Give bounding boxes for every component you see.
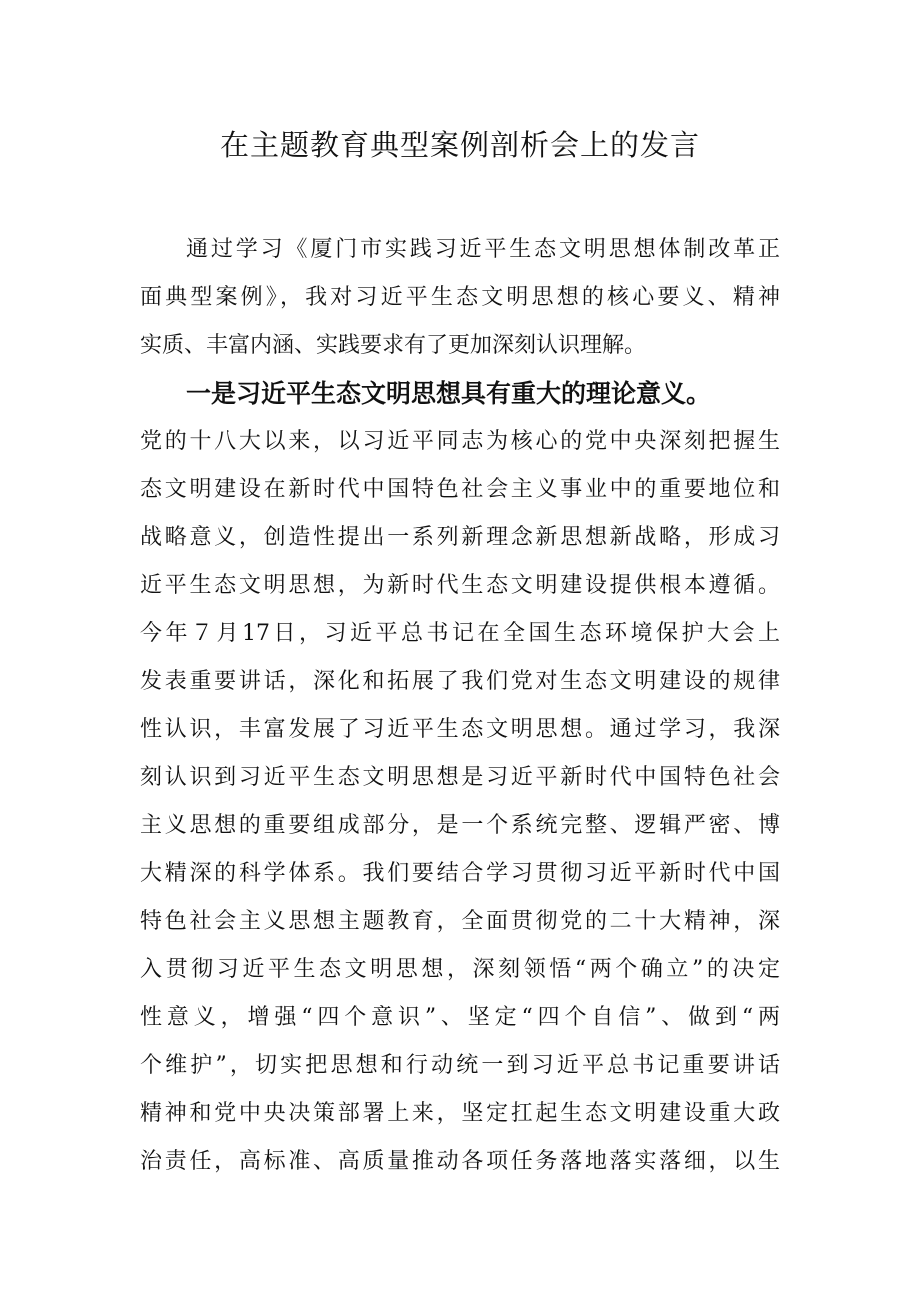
- body-line: 特色社会主义思想主题教育，全面贯彻党的二十大精神，深: [140, 909, 780, 934]
- body-line: 精神和党中央决策部署上来，坚定扛起生态文明建设重大政: [140, 1101, 780, 1126]
- body-line: 党的十八大以来，以习近平同志为核心的党中央深刻把握生: [140, 429, 780, 454]
- body-line: 大精深的科学体系。我们要结合学习贯彻习近平新时代中国: [140, 861, 780, 886]
- intro-line: 通过学习《厦门市实践习近平生态文明思想体制改革正: [186, 237, 780, 262]
- body-line: 主义思想的重要组成部分，是一个系统完整、逻辑严密、博: [140, 813, 780, 838]
- section-heading: 一是习近平生态文明思想具有重大的理论意义。: [186, 379, 712, 408]
- body-line: 个维护”，切实把思想和行动统一到习近平总书记重要讲话: [140, 1053, 780, 1078]
- body-line: 战略意义，创造性提出一系列新理念新思想新战略，形成习: [140, 525, 780, 550]
- document-title: 在主题教育典型案例剖析会上的发言: [219, 128, 700, 162]
- body-line: 性认识，丰富发展了习近平生态文明思想。通过学习，我深: [140, 717, 780, 742]
- body-line: 治责任，高标准、高质量推动各项任务落地落实落细，以生: [140, 1149, 780, 1174]
- intro-line: 面典型案例》，我对习近平生态文明思想的核心要义、精神: [140, 285, 780, 310]
- body-line: 性意义，增强“四个意识”、坚定“四个自信”、做到“两: [140, 1005, 780, 1030]
- intro-line: 实质、丰富内涵、实践要求有了更加深刻认识理解。: [140, 333, 647, 358]
- body-line: 今年７月17日，习近平总书记在全国生态环境保护大会上: [140, 621, 780, 646]
- body-line: 近平生态文明思想，为新时代生态文明建设提供根本遵循。: [140, 573, 780, 598]
- body-line: 入贯彻习近平生态文明思想，深刻领悟“两个确立”的决定: [140, 957, 780, 982]
- body-line: 态文明建设在新时代中国特色社会主义事业中的重要地位和: [140, 477, 780, 502]
- body-line: 刻认识到习近平生态文明思想是习近平新时代中国特色社会: [140, 765, 780, 790]
- body-line: 发表重要讲话，深化和拓展了我们党对生态文明建设的规律: [140, 669, 780, 694]
